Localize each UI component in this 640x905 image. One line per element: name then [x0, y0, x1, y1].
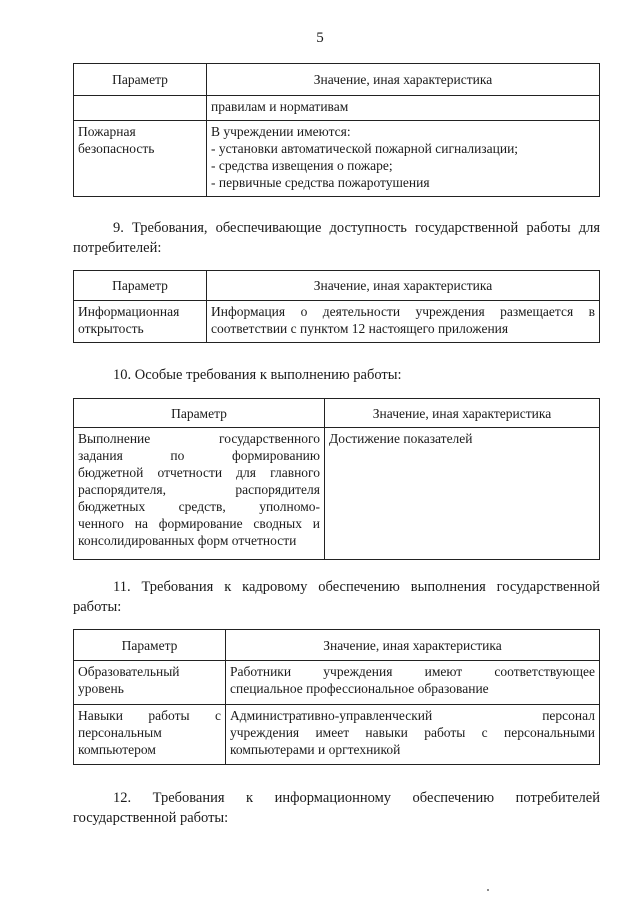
cell-line: Образовательный	[78, 664, 180, 679]
cell-line: Пожарная	[78, 124, 136, 139]
header-parameter: Параметр	[74, 630, 226, 661]
cell-line: В учреждении имеются:	[211, 124, 351, 139]
cell-line: Информационная	[78, 304, 180, 319]
paragraph-line	[73, 788, 600, 808]
header-parameter: Параметр	[74, 64, 207, 96]
cell-line: компьютером	[78, 742, 156, 757]
cell-line: - средства извещения о пожаре;	[211, 158, 393, 173]
table-cell-parameter	[74, 301, 207, 343]
table-row	[74, 301, 600, 343]
cell-line: задания по формированию	[78, 448, 320, 463]
cell-line: открытость	[78, 321, 144, 336]
paragraph-line	[73, 365, 600, 385]
table-cell-value	[226, 705, 600, 765]
table-1	[73, 63, 600, 197]
header-parameter: Параметр	[74, 399, 325, 428]
cell-line: распорядителя, распорядителя	[78, 482, 320, 497]
cell-line: безопасность	[78, 141, 155, 156]
paragraph-line: государственной работы:	[73, 810, 229, 826]
section-10-paragraph	[73, 365, 600, 385]
table-cell-value	[207, 301, 600, 343]
table-cell-empty	[74, 96, 207, 121]
table-row	[74, 96, 600, 121]
cell-line: учреждения имеет навыки работы с персональными	[230, 725, 595, 740]
section-9-paragraph	[73, 218, 600, 258]
cell-line: соответствии с пунктом 12 настоящего приложения	[211, 321, 509, 336]
table-row	[74, 661, 600, 705]
cell-line: Информация о деятельности учреждения размещается в	[211, 304, 595, 319]
cell-line: бюджетных средств, уполномо-	[78, 499, 320, 514]
paragraph-text: 11. Требования к кадровому обеспечению выполнения государственной	[113, 579, 600, 595]
scan-speck	[487, 889, 489, 891]
page-number: 5	[316, 30, 324, 46]
cell-line: - установки автоматической пожарной сигнализации;	[211, 141, 519, 156]
paragraph-line: работы:	[73, 599, 122, 615]
cell-line: консолидированных форм отчетности	[78, 533, 297, 548]
paragraph-text: 9. Требования, обеспечивающие доступность государственной работы для	[113, 220, 600, 236]
table-header-row	[74, 64, 600, 96]
cell-line: персональным	[78, 725, 162, 740]
header-value: Значение, иная характеристика	[226, 630, 600, 661]
paragraph-line	[73, 577, 600, 597]
table-row	[74, 428, 600, 560]
table-cell-value	[226, 661, 600, 705]
table-cell-parameter	[74, 428, 325, 560]
table-4	[73, 629, 600, 765]
paragraph-line	[73, 218, 600, 238]
table-cell-parameter	[74, 705, 226, 765]
cell-line: бюджетной отчетности для главного	[78, 465, 320, 480]
table-cell-parameter	[74, 121, 207, 197]
section-11-paragraph	[73, 577, 600, 617]
cell-line: уровень	[78, 681, 124, 696]
table-3	[73, 398, 600, 560]
table-row	[74, 121, 600, 197]
table-header-row	[74, 271, 600, 301]
header-value: Значение, иная характеристика	[207, 271, 600, 301]
section-12-paragraph	[73, 788, 600, 828]
table-header-row	[74, 630, 600, 661]
table-2	[73, 270, 600, 343]
table-cell-continuation: правилам и нормативам	[207, 96, 600, 121]
header-value: Значение, иная характеристика	[325, 399, 600, 428]
cell-line: специальное профессиональное образование	[230, 681, 489, 696]
table-cell-value: Достижение показателей	[325, 428, 600, 560]
table-cell-value	[207, 121, 600, 197]
table-cell-parameter	[74, 661, 226, 705]
cell-line: Работники учреждения имеют соответствующее	[230, 664, 595, 679]
cell-line: - первичные средства пожаротушения	[211, 175, 430, 190]
header-parameter: Параметр	[74, 271, 207, 301]
header-value: Значение, иная характеристика	[207, 64, 600, 96]
paragraph-text: 12. Требования к информационному обеспечению потребителей	[113, 790, 600, 806]
paragraph-text: 10. Особые требования к выполнению работы:	[113, 367, 402, 383]
table-row	[74, 705, 600, 765]
cell-line: ченного на формирование сводных и	[78, 516, 320, 531]
cell-line: компьютерами и оргтехникой	[230, 742, 401, 757]
paragraph-line: потребителей:	[73, 240, 162, 256]
table-header-row	[74, 399, 600, 428]
cell-line: Навыки работы с	[78, 708, 221, 723]
cell-line: Административно-управленческий персонал	[230, 708, 595, 723]
cell-line: Выполнение государственного	[78, 431, 320, 446]
